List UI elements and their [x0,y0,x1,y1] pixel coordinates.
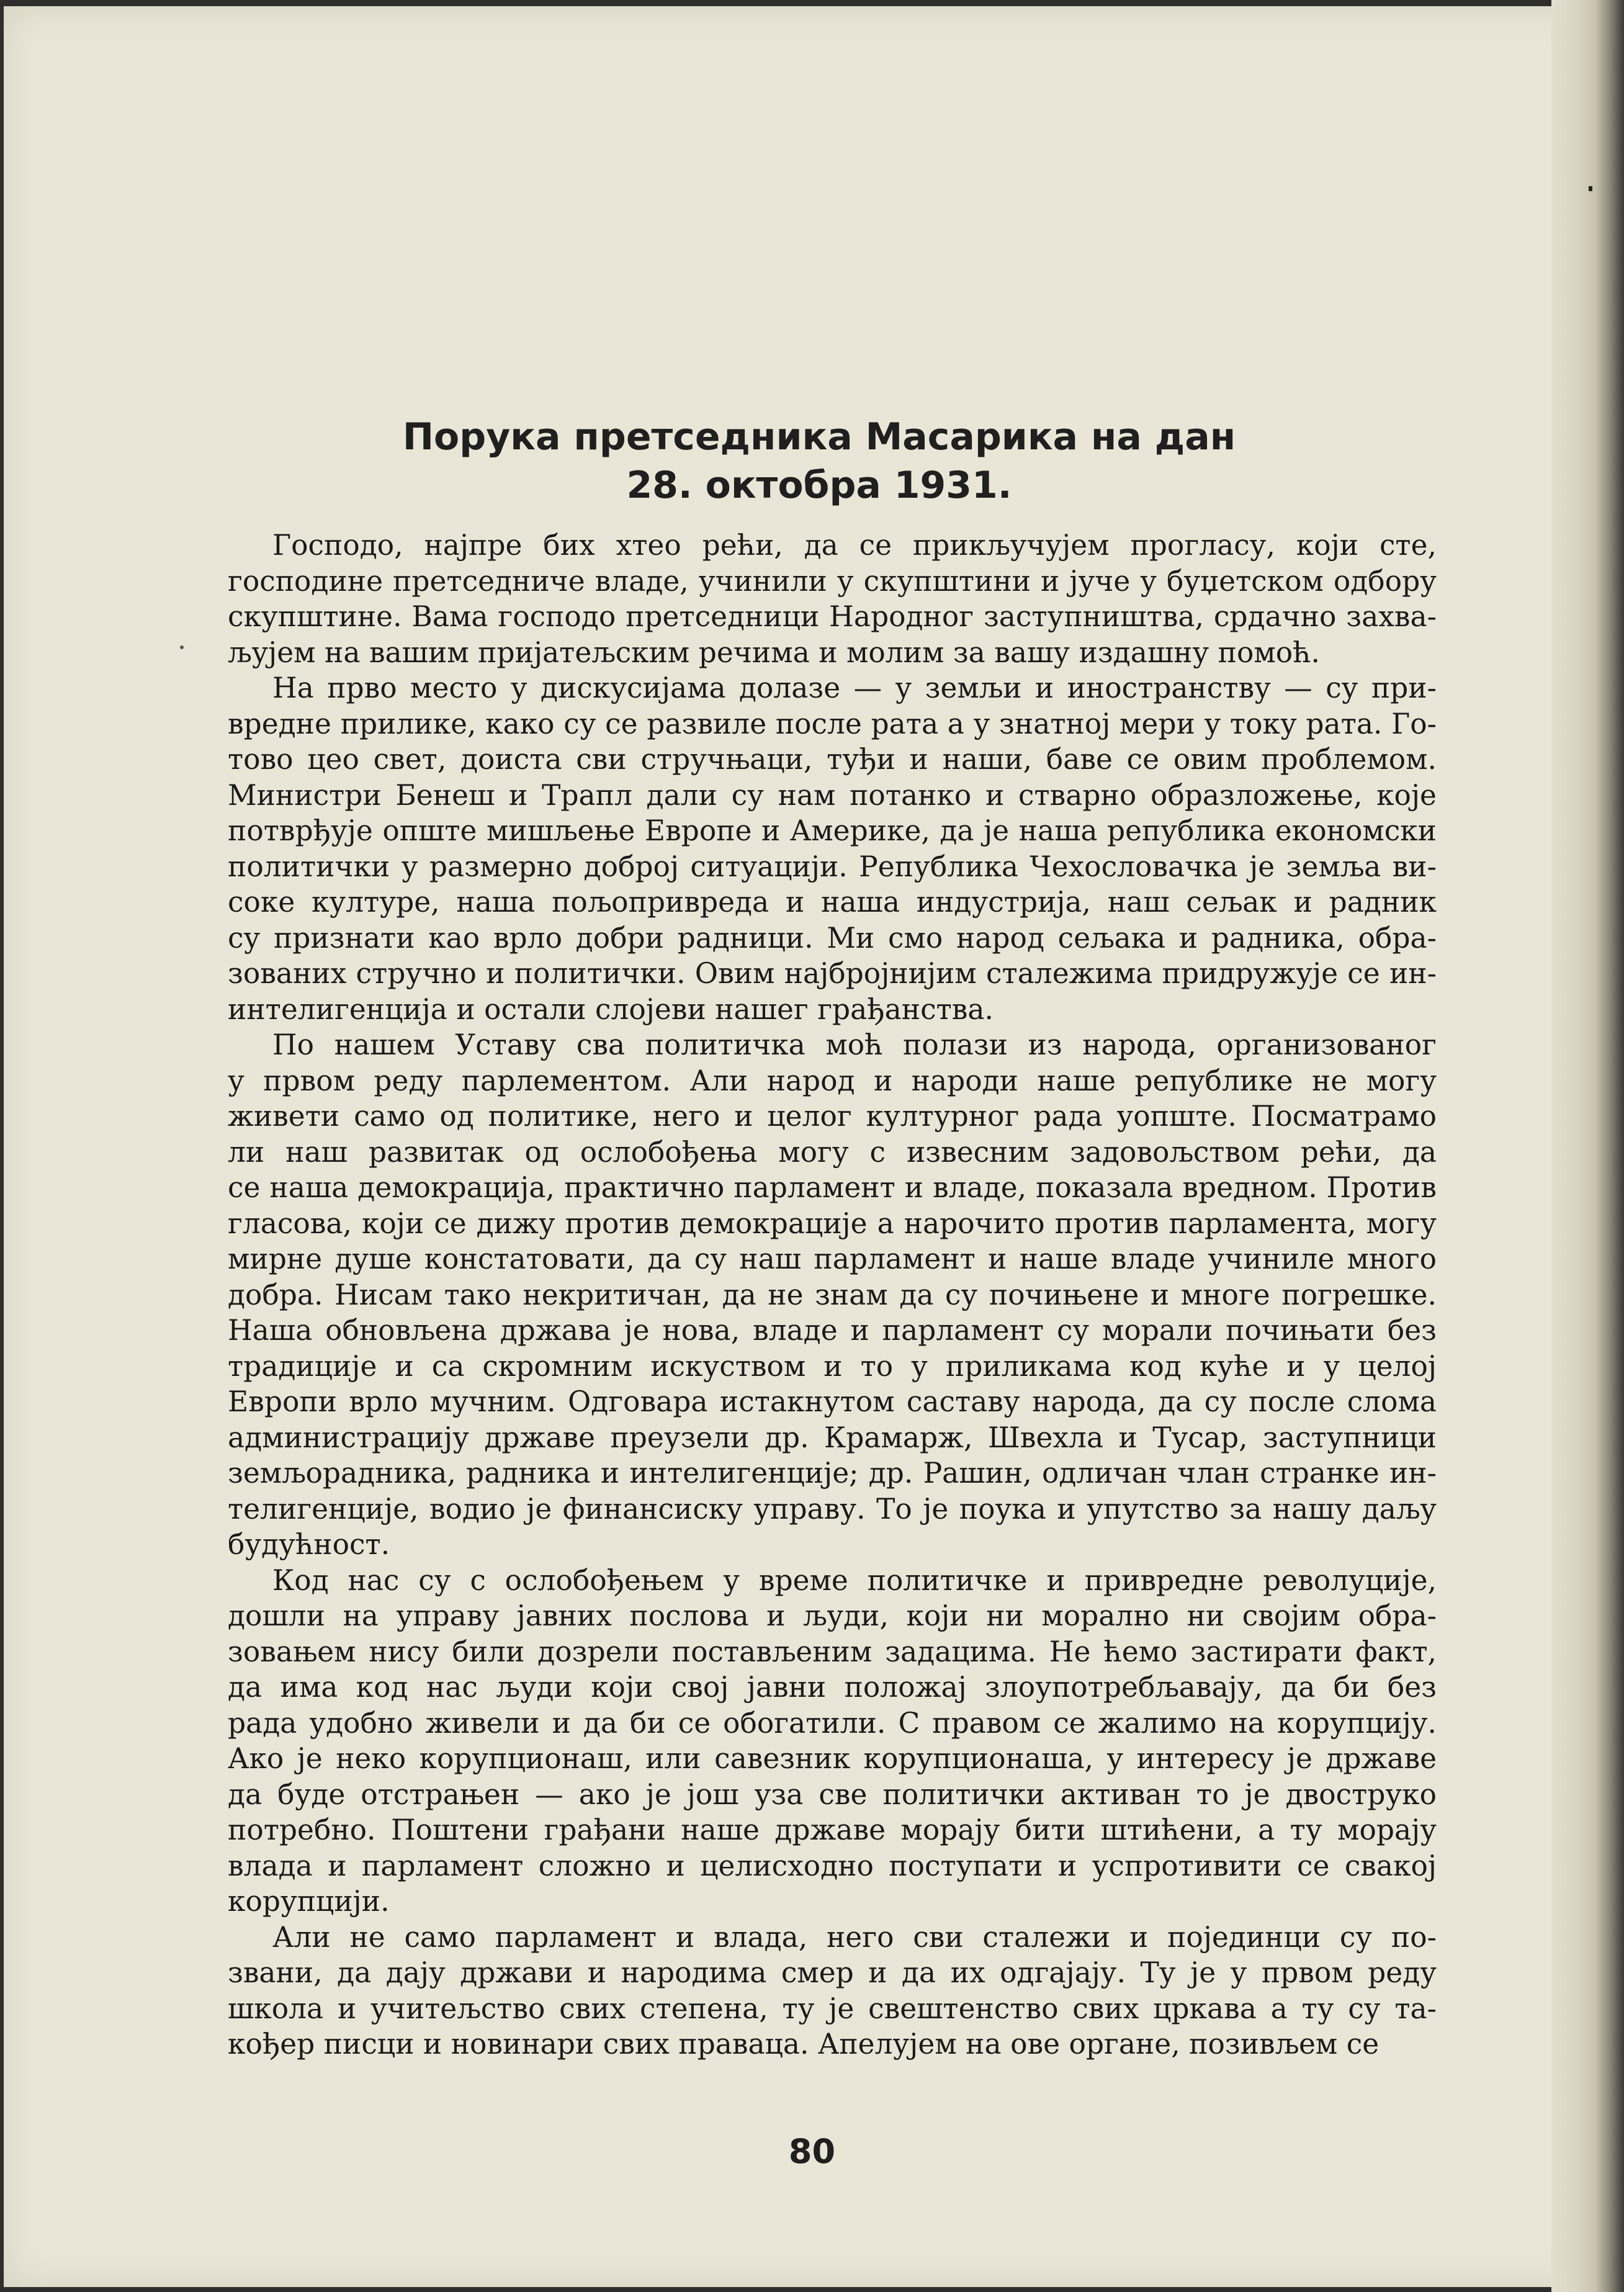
text-line: администрацију државе преузели др. Крамарж, Швехла и Тусар, заступници [228,1421,1437,1454]
text-line: будућност. [228,1528,390,1561]
text-line: корупцији. [228,1885,390,1918]
text-line: Наша обновљена држава је нова, владе и парламент су морали почињати без [228,1314,1437,1347]
book-spine-edge [1551,0,1624,2292]
page-title [205,413,1433,510]
paragraph-1 [228,528,1437,670]
text-line: На прво место у дискусијама долазе — у земљи и иностранству — су при- [272,672,1437,704]
text-line: Код нас су с ослобођењем у време политичке и привредне револуције, [272,1563,1437,1597]
paragraph-2 [228,670,1437,1027]
text-line: Европи врло мучним. Одговара истакнутом саставу народа, да су после слома [228,1385,1437,1418]
text-line: се наша демокрација, практично парламент и владе, показала вредном. Против [228,1171,1437,1204]
text-line: влада и парламент сложно и целисходно поступати и успротивити се свакој [228,1849,1437,1882]
text-line: Господо, најпре бих хтео рећи, да се прикључујем прогласу, који сте, [272,529,1437,562]
text-line: гласова, који се дижу против демокрације а нарочито против парламента, могу [228,1207,1437,1240]
text-line: зованих стручно и политички. Овим најбројнијим сталежима придружује се ин- [228,957,1437,990]
text-line: земљорадника, радника и интелигенције; др. Рашин, одличан члан странке ин- [228,1457,1437,1490]
text-line: По нашем Уставу сва политичка моћ полази из народа, организованог [272,1028,1437,1061]
text-line: дошли на управу јавних послова и људи, који ни морално ни својим обра- [228,1599,1437,1632]
text-line: рада удобно живели и да би се обогатили. С правом се жалимо на корупцију. [228,1706,1437,1740]
text-line: телигенције, водио је финансиску управу. То је поука и упутство за нашу даљу [228,1492,1437,1526]
text-line: потврђује опште мишљење Европе и Америке, да је наша република економски [228,814,1437,847]
document-body [228,528,1437,2062]
text-line: да буде отстрањен — ако је још уза све политички активан то је двоструко [228,1777,1437,1811]
text-line: добра. Нисам тако некритичан, да не знам да су почињене и многе погрешке. [228,1278,1437,1311]
text-line: ли наш развитак од ослобођења могу с извесним задовољством рећи, да [228,1135,1437,1169]
text-line: тово цео свет, доиста сви стручњаци, туђи и наши, баве се овим проблемом. [228,743,1437,776]
text-line: политички у размерно доброј ситуацији. Република Чехословачка је земља ви- [228,850,1437,883]
text-line: школа и учитељство свих степена, ту је свештенство свих цркава а ту су та- [228,1992,1437,2025]
text-line: потребно. Поштени грађани наше државе морају бити штићени, а ту морају [228,1813,1437,1846]
text-line: зовањем нису били дозрели постављеним задацима. Не ћемо застирати факт, [228,1635,1437,1668]
title-line-1: Порука претседника Масарика на дан [402,415,1236,459]
text-line: у првом реду парлементом. Али народ и народи наше републике не могу [228,1064,1437,1097]
margin-speck [180,645,184,649]
page-number: 80 [788,2132,836,2171]
text-line: Али не само парламент и влада, него сви сталежи и појединци су по- [272,1920,1437,1954]
text-line: љујем на вашим пријатељским речима и молим за вашу издашну помоћ. [228,636,1320,669]
text-line: господине претседниче владе, учинили у скупштини и јуче у буџетском одбору [228,564,1437,598]
text-line: Министри Бенеш и Трапл дали су нам потанко и стварно образложење, које [228,778,1437,812]
text-line: вредне прилике, како су се развиле после рата а у знатној мери у току рата. Го- [228,707,1437,740]
text-line: су признати као врло добри радници. Ми смо народ сељака и радника, обра- [228,921,1437,955]
text-line: интелигенција и остали слојеви нашег грађанства. [228,992,994,1026]
text-line: Ако је неко корупционаш, или савезник корупционаша, у интересу је државе [228,1742,1437,1775]
text-line: звани, да дају држави и народима смер и да их одгајају. Ту је у првом реду [228,1956,1437,1989]
paragraph-4 [228,1563,1437,1920]
text-line: кођер писци и новинари свих праваца. Апелујем на ове органе, позивљем се [228,2028,1380,2061]
title-line-2: 28. октобра 1931. [626,464,1012,507]
text-line: живети само од политике, него и целог културног рада уопште. Посматрамо [228,1100,1437,1133]
paragraph-3 [228,1027,1437,1563]
text-line: мирне душе констатовати, да су наш парламент и наше владе учиниле много [228,1243,1437,1275]
paragraph-5 [228,1920,1437,2062]
text-line: скупштине. Вама господо претседници Народног заступништва, срдачно захва- [228,600,1437,633]
text-line: традиције и са скромним искуством и то у приликама код куће и у целој [228,1349,1437,1383]
text-line: да има код нас људи који свој јавни положај злоупотребљавају, да би без [228,1671,1437,1704]
text-line: соке културе, наша пољопривреда и наша индустрија, наш сељак и радник [228,886,1437,919]
edge-mark [1589,186,1592,191]
